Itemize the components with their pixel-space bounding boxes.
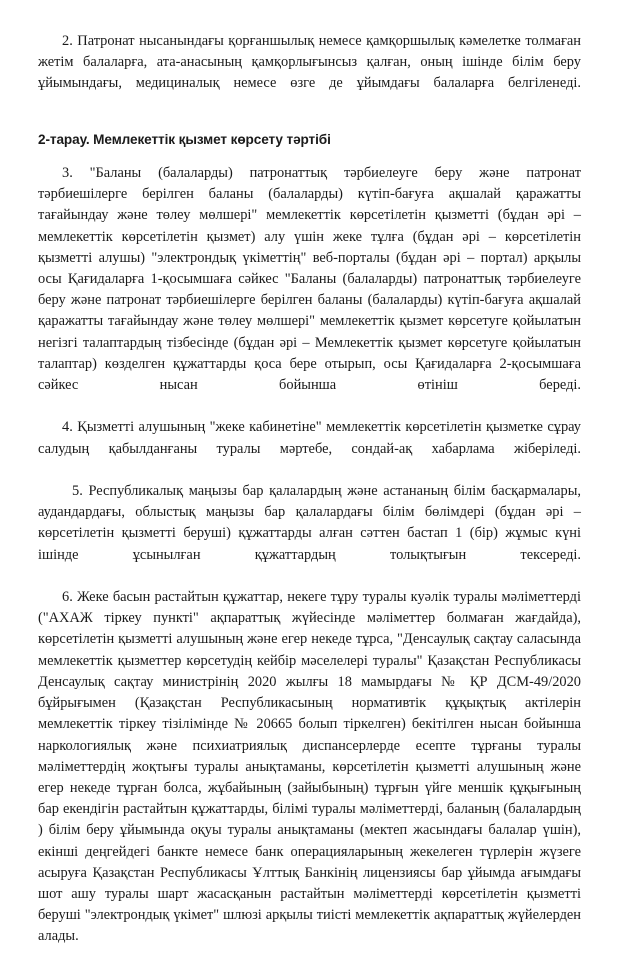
paragraph-6: 6. Жеке басын растайтын құжаттар, некеге тұру туралы куәлік туралы мәліметтерді ("АХАЖ тіркеу пункті" ақпараттық жүйесінде мәліметтер болмаған жағдайда), көрсетілетін қызметті алушының және егер некеде тұрса, "Денсаулық сақтау саласында мемлекеттік қызметтер көрсетудің кейбір мәселелері туралы" Қазақстан Республикасы Денсаулық сақтау министрінің 2020 жылғы 18 мамырдағы № ҚР ДСМ-49/2020 бұйрығымен (Қазақстан Республикасының нормативтік құқықтық актілерін мемлекеттік тіркеу тізілімінде № 20665 болып тіркелген) бекітілген нысан бойынша наркологиялық және психиатриялық диспансерлерде есепте тұрғаны туралы мәліметтердің жоқтығы туралы анықтаманы, көрсетілетін қызметті алушының және егер некеде тұрған болса, жұбайының (зайыбының) тұрғын үйге меншік құқығының бар екендігін растайтын құжаттарды, білімі туралы мәліметтерді, баланың (балалардың ) білім беру ұйымында оқуы туралы анықтаманы (мектеп жасындағы балалар үшін), екінші деңгейдегі банкте немесе банк операцияларының жекелеген түрлерін жүзеге асыруға Қазақстан Республикасы Ұлттық Банкінің лицензиясы бар ұйымда ағымдағы шот ашу туралы шарт жасасқанын растайтын мәліметтерді көрсетілетін қызметті беруші "электрондық үкімет" шлюзі арқылы тиісті мемлекеттік ақпараттық жүйелерден алады. [38, 589, 581, 945]
paragraph-spacer [38, 116, 581, 129]
document-body [38, 31, 581, 969]
chapter-2-heading: 2-тарау. Мемлекеттік қызмет көрсету тәртібі [38, 131, 331, 147]
heading-spacer [38, 150, 581, 163]
paragraph-2: 2. Патронат нысанындағы қорғаншылық немесе қамқоршылық кәмелетке толмаған жетім балаларға, ата-анасының қамқорлығынсыз қалған, оның ішінде білім беру ұйымындағы, медициналық немесе өзге де ұйымдағы балаларға белгіленеді. [38, 33, 581, 92]
paragraph-4: 4. Қызметті алушының "жеке кабинетіне" мемлекеттік көрсетілетін қызметке сұрау салудың қабылданғаны туралы мәртебе, сондай-ақ хабарлама жіберіледі. [38, 419, 581, 457]
paragraph-5: 5. Республикалық маңызы бар қалалардың және астананың білім басқармалары, аудандардағы, облыстық маңызы бар қалалардағы білім бөлімдері (бұдан әрі – көрсетілетін қызметті беруші) құжаттарды алған сәттен бастап 1 (бір) жұмыс күні ішінде ұсынылған құжаттардың толықтығын тексереді. [38, 483, 581, 563]
paragraph-3: 3. "Баланы (балаларды) патронаттық тәрбиелеуге беру және патронат тәрбиешілерге берілген баланы (балаларды) күтіп-бағуға ақшалай қаражатты тағайындау және төлеу мөлшері" мемлекеттік көрсетілетін қызметті (бұдан әрі – мемлекеттік көрсетілетін қызмет) алу үшін жеке тұлға (бұдан әрі – көрсетілетін қызметті алушы) "электрондық үкіметтің" веб-порталы (бұдан әрі – портал) арқылы осы Қағидаларға 1-қосымшаға сәйкес "Баланы (балаларды) патронаттық тәрбиелеуге беру және патронат тәрбиешілерге берілген баланы (балаларды) күтіп-бағуға ақшалай қаражатты тағайындау және төлеу мөлшері" мемлекеттік қызмет көрсетуге қойылатын негізгі талаптардың тізбесінде (бұдан әрі – Мемлекеттік қызмет көрсетуге қойылатын талаптар) көзделген құжаттарды қоса бере отырып, осы Қағидаларға 2-қосымшаға сәйкес нысан бойынша өтініш береді. [38, 165, 581, 394]
